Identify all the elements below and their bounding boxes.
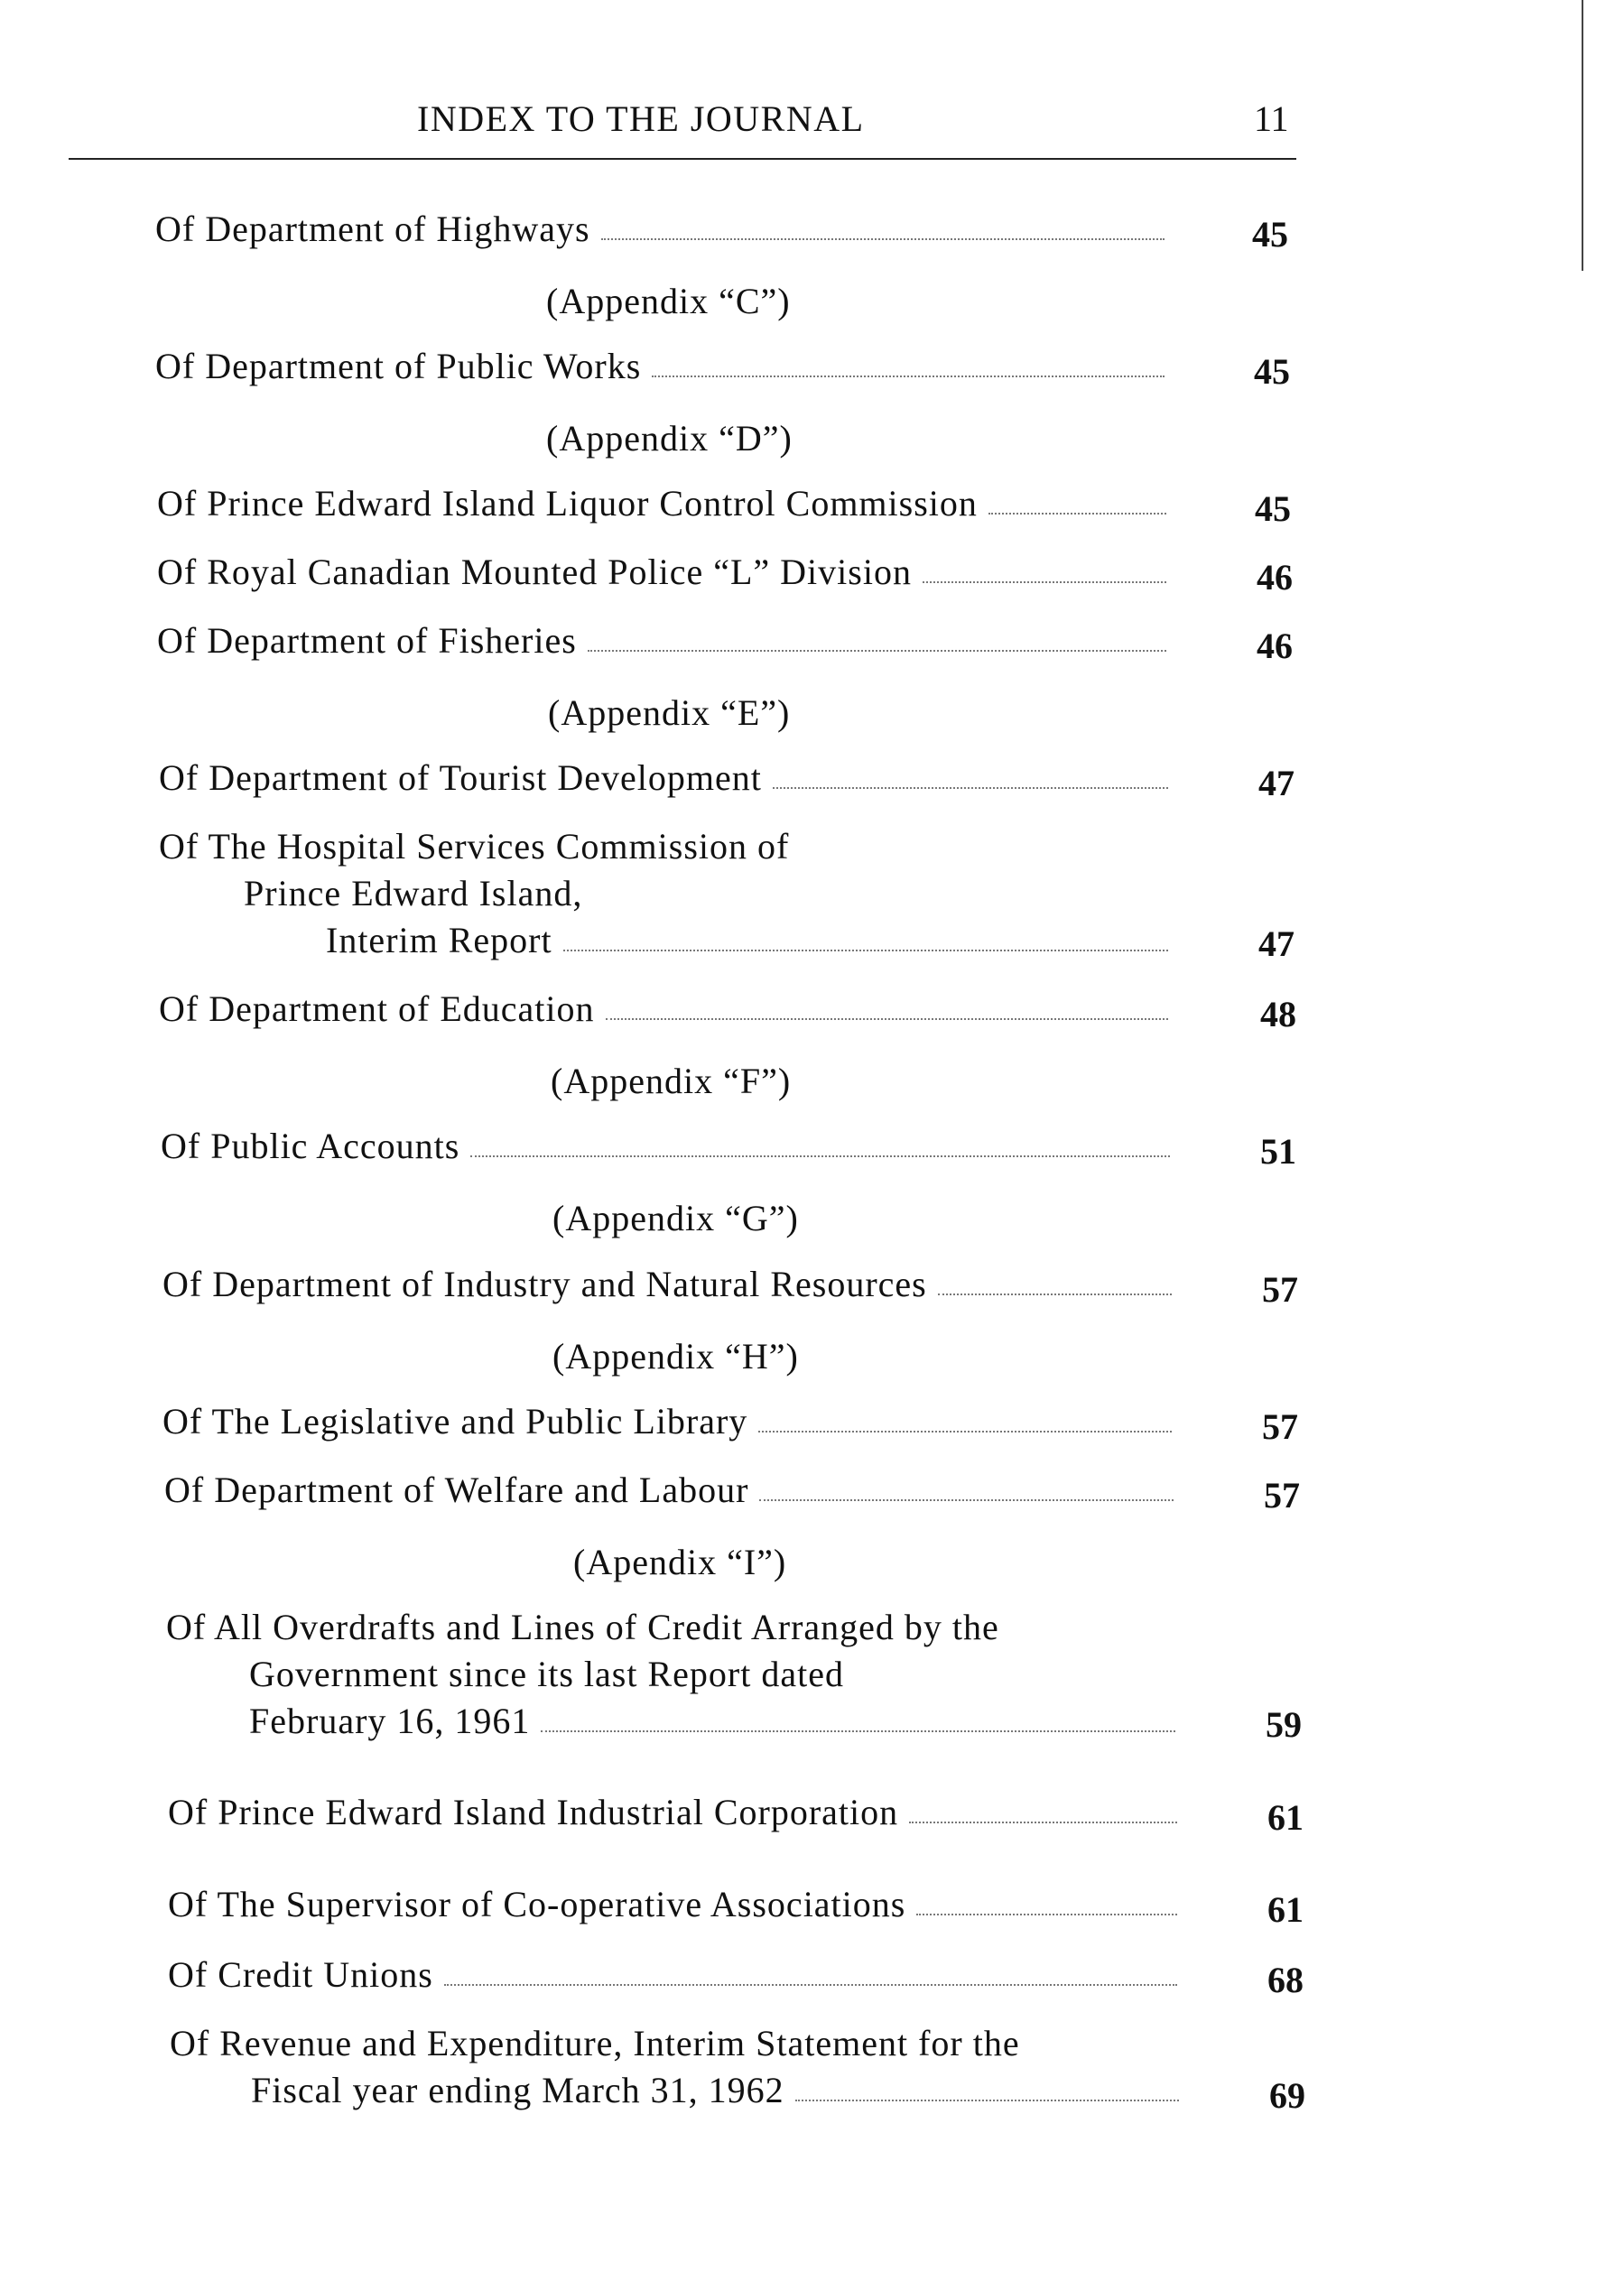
page-title: INDEX TO THE JOURNAL — [417, 98, 865, 139]
entry-text-line: Fiscal year ending March 31, 1962 — [251, 2070, 784, 2110]
page-header — [0, 97, 1624, 152]
dot-leader — [606, 1017, 1168, 1020]
dot-leader — [758, 1430, 1172, 1433]
entry-page-number: 57 — [1262, 1269, 1298, 1310]
dot-leader — [938, 1293, 1172, 1295]
entry-page-number: 47 — [1258, 763, 1295, 803]
entry-text: Of Prince Edward Island Industrial Corporation — [168, 1792, 899, 1832]
index-entry — [159, 823, 1179, 964]
dot-leader — [563, 949, 1168, 951]
index-entry — [162, 1261, 1183, 1308]
dot-leader — [923, 580, 1166, 583]
index-entry — [155, 343, 1175, 390]
entry-text: Of Prince Edward Island Liquor Control Commission — [157, 483, 978, 524]
appendix-label: (Appendix “F”) — [551, 1061, 792, 1101]
dot-leader — [601, 237, 1165, 240]
entry-text: Of Department of Public Works — [155, 346, 642, 386]
entry-text: Of Department of Education — [159, 988, 595, 1029]
index-entry — [159, 986, 1179, 1033]
index-entry — [157, 480, 1177, 527]
index-entry — [157, 617, 1177, 664]
entry-page-number: 59 — [1266, 1704, 1302, 1745]
index-entry — [161, 1123, 1181, 1170]
index-entry — [162, 1398, 1183, 1445]
entry-page-number: 68 — [1267, 1960, 1304, 2000]
entry-text-line: Interim Report — [326, 920, 552, 960]
index-entry — [166, 1604, 1186, 1745]
entry-text: Of Public Accounts — [161, 1126, 460, 1166]
appendix-label: (Appendix “H”) — [552, 1336, 799, 1377]
entry-page-number: 46 — [1257, 557, 1293, 598]
index-entry — [155, 206, 1175, 253]
appendix-label: (Appendix “G”) — [552, 1198, 799, 1238]
scan-edge-mark — [1582, 0, 1583, 271]
appendix-label: (Appendix “E”) — [548, 692, 791, 733]
entry-text-line: Of The Hospital Services Commission of — [159, 826, 790, 867]
entry-text: Of Department of Fisheries — [157, 620, 577, 661]
entry-text: Of Department of Highways — [155, 209, 590, 249]
entry-page-number: 61 — [1267, 1797, 1304, 1838]
entry-page-number: 46 — [1257, 626, 1293, 666]
dot-leader — [759, 1498, 1174, 1501]
index-entry — [168, 1952, 1188, 1998]
entry-text-line: Of All Overdrafts and Lines of Credit Arranged by the — [166, 1607, 999, 1647]
entry-page-number: 57 — [1264, 1475, 1300, 1516]
index-entry — [168, 1881, 1188, 1928]
entry-page-number: 45 — [1255, 488, 1291, 529]
entry-page-number: 61 — [1267, 1889, 1304, 1930]
entry-text: Of The Legislative and Public Library — [162, 1401, 748, 1442]
entry-text: Of Credit Unions — [168, 1954, 433, 1995]
appendix-label: (Apendix “I”) — [573, 1542, 787, 1582]
entry-text: Of Department of Tourist Development — [159, 757, 762, 798]
index-entry — [168, 1789, 1188, 1836]
header-rule — [69, 158, 1296, 160]
dot-leader — [470, 1154, 1170, 1157]
entry-text-line: Prince Edward Island, — [244, 873, 583, 913]
entry-page-number: 45 — [1252, 214, 1288, 255]
appendix-label: (Appendix “C”) — [546, 281, 791, 321]
appendix-label: (Appendix “D”) — [546, 418, 793, 459]
dot-leader — [588, 649, 1166, 652]
index-entry — [157, 549, 1177, 596]
entry-text-line: Government since its last Report dated — [249, 1654, 844, 1694]
entry-text: Of Department of Industry and Natural Resources — [162, 1264, 927, 1304]
dot-leader — [916, 1913, 1177, 1915]
dot-leader — [541, 1729, 1175, 1732]
entry-text: Of The Supervisor of Co-operative Associations — [168, 1884, 906, 1924]
entry-text-line: February 16, 1961 — [249, 1701, 531, 1741]
entry-text-line: Of Revenue and Expenditure, Interim Statement for the — [170, 2023, 1020, 2063]
dot-leader — [773, 786, 1168, 789]
entry-page-number: 45 — [1254, 351, 1290, 392]
dot-leader — [795, 2099, 1179, 2101]
entry-page-number: 48 — [1260, 994, 1296, 1034]
entry-page-number: 69 — [1269, 2075, 1305, 2116]
dot-leader — [444, 1983, 1177, 1986]
index-entry — [164, 1467, 1184, 1514]
entry-page-number: 51 — [1260, 1131, 1296, 1172]
dot-leader — [652, 375, 1165, 377]
index-entry — [159, 755, 1179, 802]
dot-leader — [988, 512, 1166, 515]
dot-leader — [909, 1821, 1177, 1823]
entry-text: Of Department of Welfare and Labour — [164, 1470, 749, 1510]
entry-page-number: 57 — [1262, 1406, 1298, 1447]
entry-text: Of Royal Canadian Mounted Police “L” Division — [157, 552, 912, 592]
page-number: 11 — [1254, 98, 1289, 139]
index-entry — [170, 2020, 1190, 2114]
entry-page-number: 47 — [1258, 923, 1295, 964]
